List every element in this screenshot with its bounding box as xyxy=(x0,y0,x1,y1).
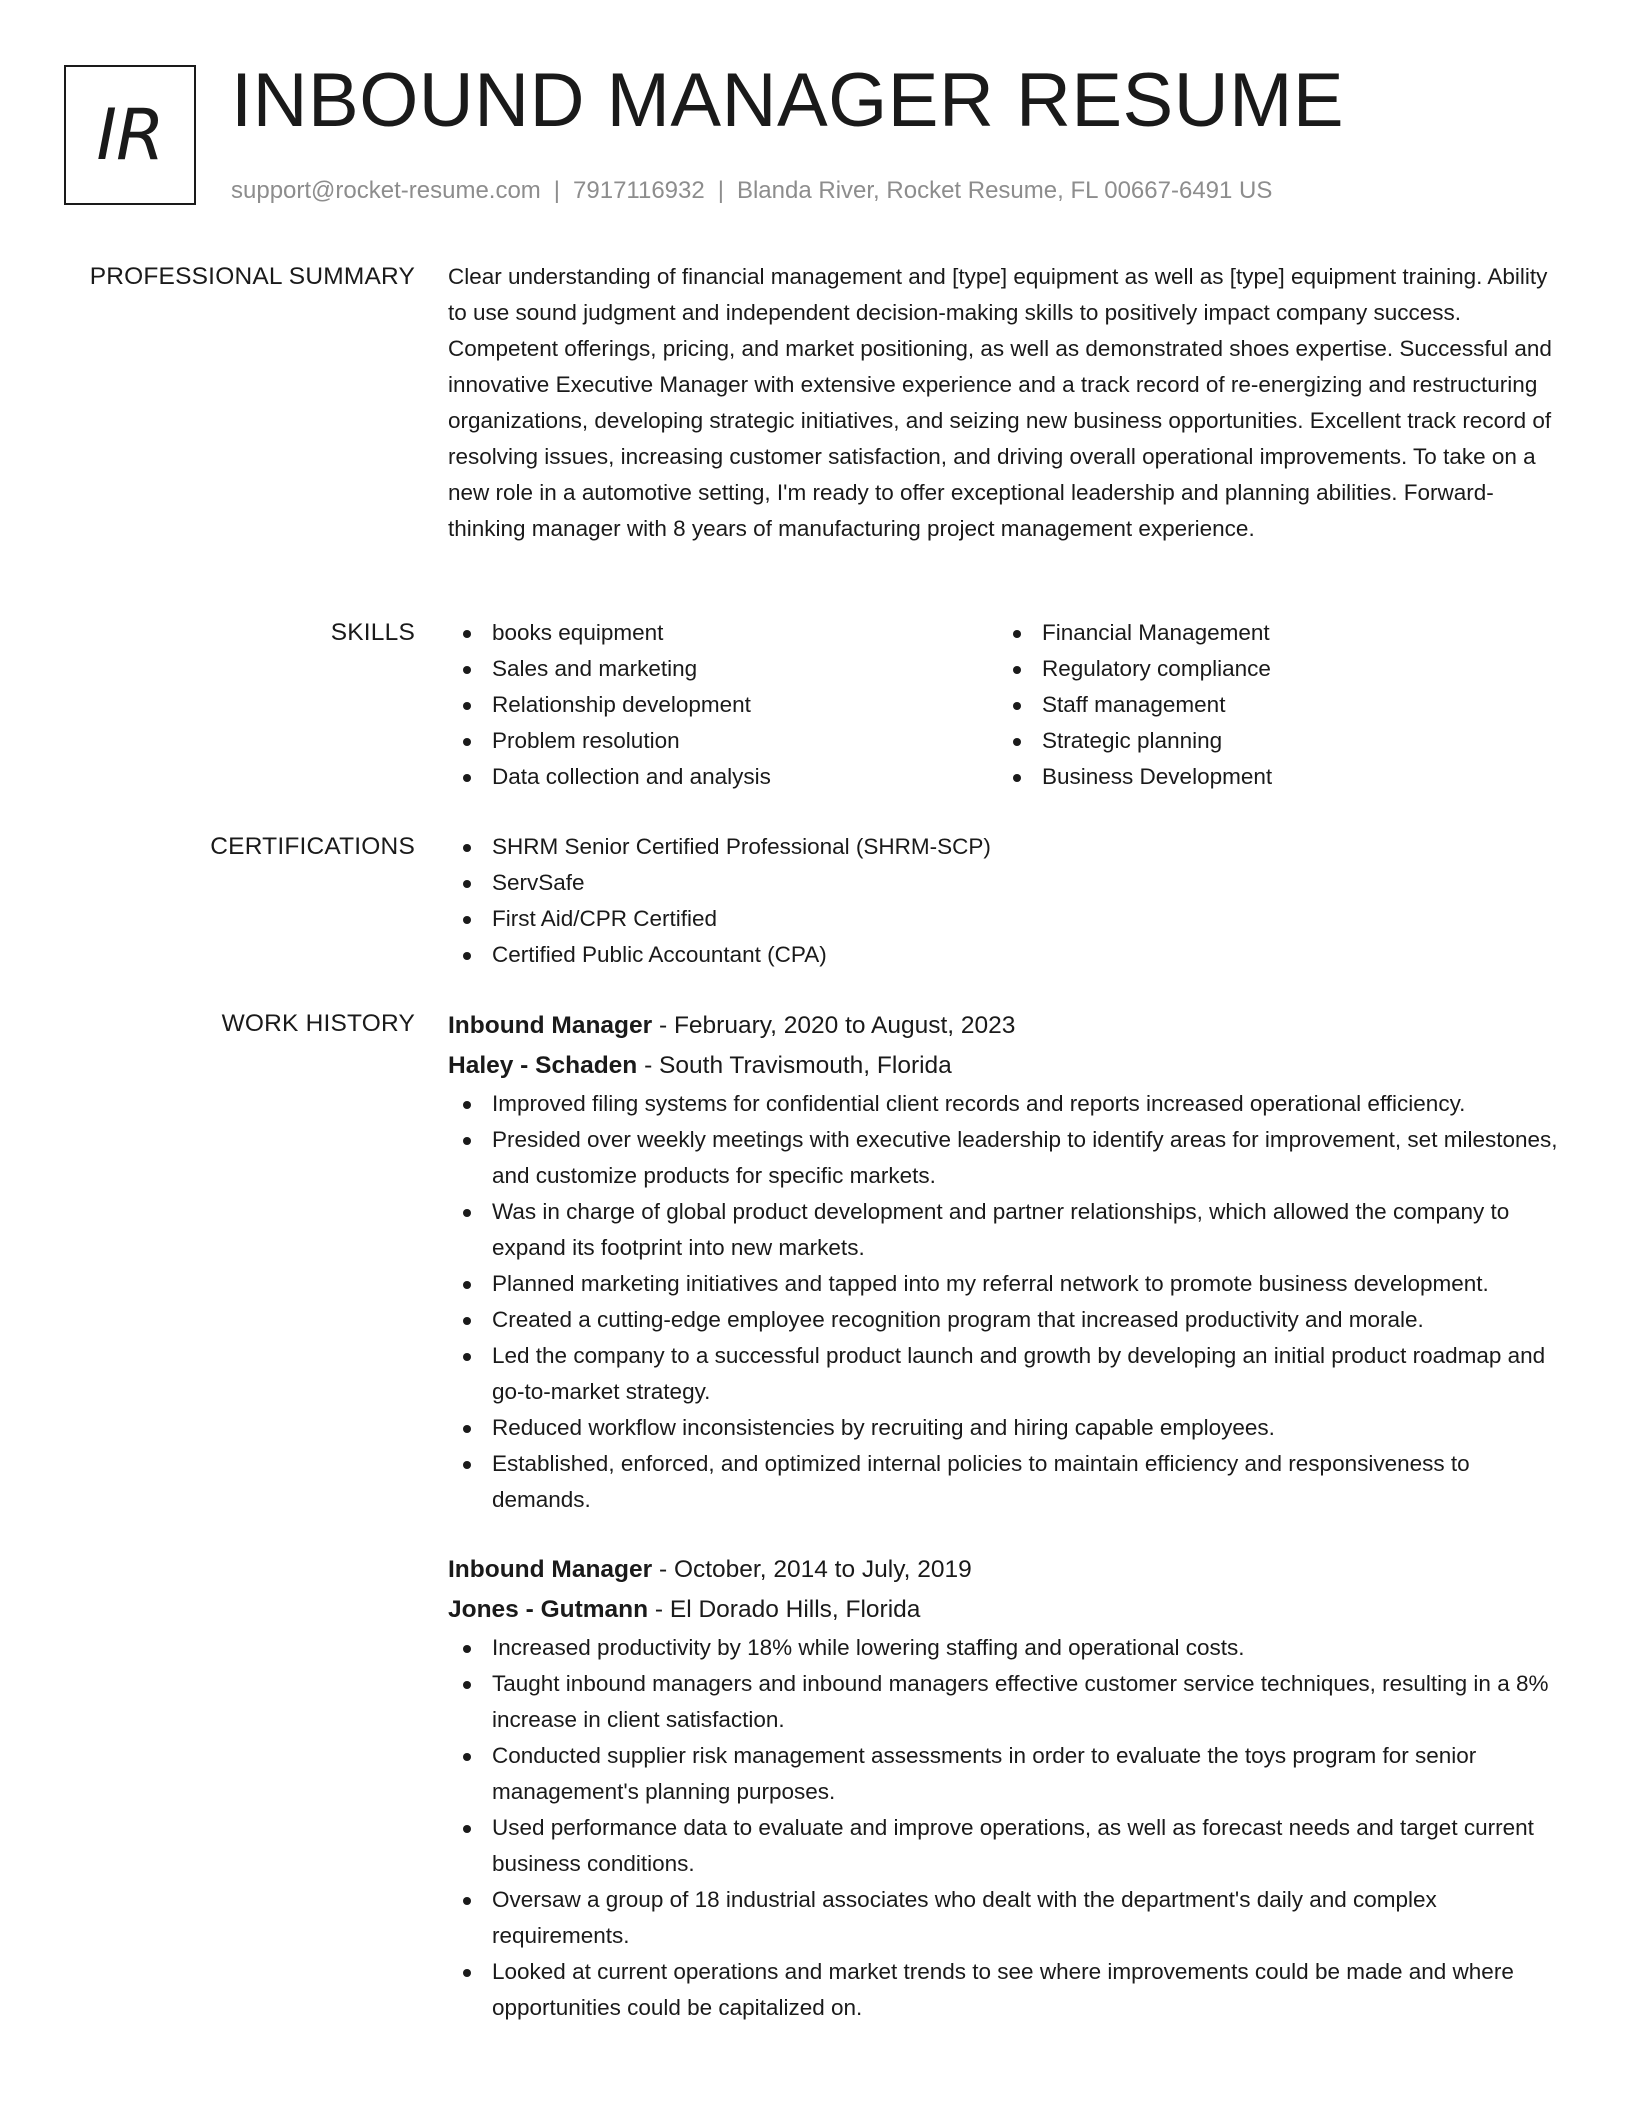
job-company-line xyxy=(448,1590,1563,1630)
summary-text: Clear understanding of financial management and [type] equipment as well as [type] equipment training. Ability to use sound judgment and independent decision-making skills to positively impact company success. Competent offerings, pricing, and market positioning, as well as demonstrated shoes expertise. Successful and innovative Executive Manager with extensive experience and a track record of re-energizing and restructuring organizations, developing strategic initiatives, and seizing new business opportunities. Excellent track record of resolving issues, increasing customer satisfaction, and driving overall operational improvements. To take on a new role in a automotive setting, I'm ready to offer exceptional leadership and planning abilities. Forward-thinking manager with 8 years of manufacturing project management experience. xyxy=(448,264,1552,541)
contact-address: Blanda River, Rocket Resume, FL 00667-6491 US xyxy=(736,177,1273,204)
job-duty: Reduced workflow inconsistencies by recruiting and hiring capable employees. xyxy=(448,1410,1563,1446)
skill-item: Financial Management xyxy=(998,615,1548,651)
skill-item: Staff management xyxy=(998,687,1548,723)
skill-item: Business Development xyxy=(998,759,1548,795)
contact-separator: | xyxy=(717,177,724,204)
monogram-initials: IR xyxy=(96,94,164,176)
job-duty: Presided over weekly meetings with executive leadership to identify areas for improvement, set milestones, and customize products for specific markets. xyxy=(448,1122,1563,1194)
job-location: - South Travismouth, Florida xyxy=(637,1052,952,1079)
job-duty: Increased productivity by 18% while lowering staffing and operational costs. xyxy=(448,1630,1563,1666)
skill-item: Regulatory compliance xyxy=(998,651,1548,687)
skills-list-right xyxy=(998,615,1548,795)
monogram-box xyxy=(64,65,196,205)
job-duty: Oversaw a group of 18 industrial associates who dealt with the department's daily and complex requirements. xyxy=(448,1882,1563,1954)
job-title: Inbound Manager xyxy=(448,1556,653,1583)
job-company: Haley - Schaden xyxy=(448,1052,638,1079)
work-history-heading: WORK HISTORY xyxy=(221,1010,415,1037)
contact-separator: | xyxy=(553,177,561,204)
job-duty: Led the company to a successful product launch and growth by developing an initial product roadmap and go-to-market strategy. xyxy=(448,1338,1563,1410)
job-dates: - October, 2014 to July, 2019 xyxy=(652,1556,972,1583)
skill-item: Data collection and analysis xyxy=(448,759,998,795)
job-title: Inbound Manager xyxy=(448,1012,653,1039)
job-duty: Was in charge of global product development and partner relationships, which allowed the company to expand its footprint into new markets. xyxy=(448,1194,1563,1266)
certification-item: ServSafe xyxy=(448,865,1563,901)
job-dates: - February, 2020 to August, 2023 xyxy=(652,1012,1016,1039)
skills-columns xyxy=(448,615,1563,795)
contact-line xyxy=(231,175,1272,207)
job-duty: Conducted supplier risk management assessments in order to evaluate the toys program for senior management's planning purposes. xyxy=(448,1738,1563,1810)
job-duty: Improved filing systems for confidential client records and reports increased operational efficiency. xyxy=(448,1086,1563,1122)
job-duty: Established, enforced, and optimized internal policies to maintain efficiency and responsiveness to demands. xyxy=(448,1446,1563,1518)
job-location: - El Dorado Hills, Florida xyxy=(648,1596,921,1623)
job-duty: Used performance data to evaluate and improve operations, as well as forecast needs and target current business conditions. xyxy=(448,1810,1563,1882)
job-duty: Created a cutting-edge employee recognition program that increased productivity and morale. xyxy=(448,1302,1563,1338)
job-entry xyxy=(448,1550,1563,2026)
job-duty: Planned marketing initiatives and tapped into my referral network to promote business development. xyxy=(448,1266,1563,1302)
job-duties-list xyxy=(448,1086,1563,1518)
job-company: Jones - Gutmann xyxy=(448,1596,649,1623)
job-company-line xyxy=(448,1046,1563,1086)
contact-email: support@rocket-resume.com xyxy=(231,177,541,204)
certification-item: Certified Public Accountant (CPA) xyxy=(448,937,1563,973)
skills-heading: SKILLS xyxy=(330,619,415,646)
job-duty: Taught inbound managers and inbound managers effective customer service techniques, resulting in a 8% increase in client satisfaction. xyxy=(448,1666,1563,1738)
certifications-heading: CERTIFICATIONS xyxy=(210,833,415,860)
skill-item: Strategic planning xyxy=(998,723,1548,759)
job-duties-list xyxy=(448,1630,1563,2026)
skill-item: Problem resolution xyxy=(448,723,998,759)
job-entry xyxy=(448,1006,1563,1518)
resume-title: INBOUND MANAGER RESUME xyxy=(231,58,1345,143)
skills-list-left xyxy=(448,615,998,795)
job-title-line xyxy=(448,1550,1563,1590)
certification-item: First Aid/CPR Certified xyxy=(448,901,1563,937)
certification-item: SHRM Senior Certified Professional (SHRM-SCP) xyxy=(448,829,1563,865)
skill-item: books equipment xyxy=(448,615,998,651)
skill-item: Relationship development xyxy=(448,687,998,723)
skill-item: Sales and marketing xyxy=(448,651,998,687)
contact-phone: 7917116932 xyxy=(573,177,705,204)
job-duty: Looked at current operations and market trends to see where improvements could be made and where opportunities could be capitalized on. xyxy=(448,1954,1563,2026)
job-title-line xyxy=(448,1006,1563,1046)
certifications-list xyxy=(448,829,1563,973)
summary-heading: PROFESSIONAL SUMMARY xyxy=(89,263,415,290)
